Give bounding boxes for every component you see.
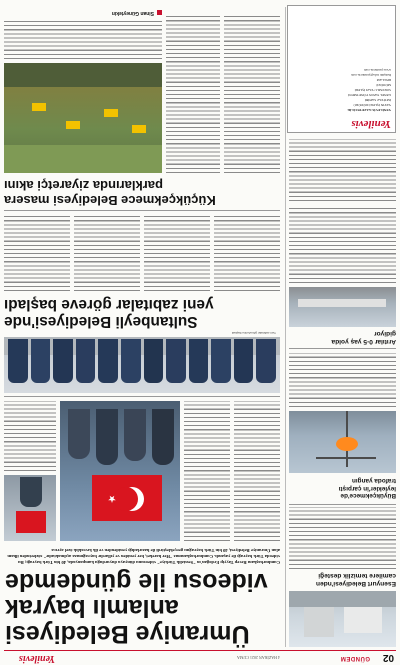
sidebar-story-2-body — [289, 205, 396, 283]
imprint-line: İMTİYAZ SAHİBİ — [364, 98, 391, 102]
sidebar-story-3-body — [289, 353, 396, 407]
section-divider-2 — [4, 210, 280, 211]
mosque-cleaning-photo — [289, 591, 396, 647]
zabitalar-body-col-3 — [74, 215, 140, 291]
lead-story-body-col-2 — [184, 401, 230, 541]
header-rule — [4, 650, 396, 651]
sidebar-story-3-headline — [289, 477, 396, 499]
byline-marker-icon — [157, 10, 162, 15]
sidebar-story-1-line-2: camilere temizlik desteği — [318, 572, 396, 580]
lead-deck: Cumhurbaşkanı Recep Tayyip Erdoğan'ın "Sessizlik Türkiye" videosunu dünyaya duyurduğu kampanyada, 40 bin Türk bayrağı; Bu videoda Türk bayrağı ile yaşandı. Cumhurbaşkanımız "Her hareket, her yeniden ve yıllardır bayrağımıza açılmaktadır" sözlerinden ilham alan Ümraniye Belediyesi, 40 bin Türk bayrağını gerçekleştirdi ile hazırladığı yenidenden ve ilk kıvraklık özel ayrıca — [7, 548, 280, 565]
sidebar-story-3-line-1: Büyükçekmece'de — [340, 492, 396, 499]
imprint-line: YENİLEVİS GAZETECİLİK — [347, 108, 391, 112]
section-label: GÜNDEM — [340, 655, 370, 661]
page-header — [0, 651, 400, 665]
imprint-line: MÜDÜRÜ — [375, 83, 391, 87]
sidebar-story-1-headline — [289, 571, 396, 587]
sidebar-story-1-line-1: Esenyurt Belediyesi'nden — [316, 580, 396, 587]
sidebar-divider-2 — [289, 348, 396, 349]
park-visitors-photo — [4, 63, 162, 173]
lead-headline-line-2: anlamlı bayrak — [5, 594, 179, 622]
imprint-line: SORUMLU YAZI İŞLERİ — [354, 88, 391, 92]
zabitalar-headline-line-1: Sultanbeyli Belediyesi'nde — [4, 313, 198, 330]
imprint-logo: Yenilevis — [351, 118, 391, 130]
officers-row — [8, 339, 276, 383]
lead-headline — [5, 569, 280, 647]
byline-name: Sinan Güneytekin — [111, 10, 154, 16]
sidebar-story-2-line-1: Arıtılar 0-5 yaş yolda — [331, 338, 396, 345]
section-divider-1 — [4, 396, 280, 397]
zabitalar-body-col-4 — [4, 215, 70, 291]
sidebar-story-3-line-3: trafoda yangın — [351, 477, 396, 485]
kucukcekmece-body-col-1 — [224, 13, 280, 173]
kucukcekmece-body-col-2 — [166, 13, 220, 173]
flag-ceremony-photo — [60, 401, 180, 541]
zabitalar-headline-line-2: yeni zabıtalar göreve başladı — [4, 296, 214, 314]
kucukcekmece-body-col-3 — [4, 19, 162, 59]
sidebar-story-2-line-2: gidiyor — [374, 330, 396, 338]
imprint-line: REKLAM — [376, 78, 391, 82]
flag-detail-photo — [4, 475, 56, 541]
lead-story-body-col-3 — [4, 401, 56, 471]
kucukcekmece-headline — [4, 178, 280, 207]
imprint-line: GENEL YAYIN YÖNETMENİ — [348, 93, 391, 97]
officers-photo-caption: Yeni zabıtalar görevlerine başladı — [231, 331, 276, 335]
page-number: 02 — [382, 652, 394, 663]
sidebar-story-1-body — [289, 507, 396, 569]
sidebar-divider-1 — [289, 504, 396, 505]
zabitalar-body-col-2 — [144, 215, 210, 291]
kucukcekmece-headline-line-1: Küçükçekmece Belediyesi masera — [4, 193, 216, 208]
road-work-photo — [289, 287, 396, 327]
column-divider — [285, 7, 286, 647]
zabitalar-body-col-1 — [214, 215, 280, 291]
imprint-box — [287, 5, 396, 133]
imprint-line: www.yenilevis.com — [364, 68, 391, 72]
imprint-line: YAYIN İŞLERİ MÜDÜRÜ — [353, 103, 391, 107]
lead-story-body — [234, 401, 280, 541]
sidebar-story-2-body-tail — [289, 139, 396, 201]
zabitalar-headline — [4, 296, 280, 329]
imprint-lines — [292, 67, 391, 112]
kucukcekmece-headline-line-2: parklarında ziyaretçi akını — [4, 178, 163, 194]
issue-date: 4 HAZİRAN 2021 CUMA — [237, 655, 280, 660]
kucukcekmece-byline — [4, 7, 162, 17]
masthead-logo: Yenilevis — [18, 653, 55, 664]
lead-headline-line-3: videosu ile gündemde — [5, 568, 268, 596]
transformer-fire-photo — [289, 411, 396, 473]
imprint-line: İletişim: info@yenilevis.com — [351, 73, 391, 77]
lead-headline-line-1: Ümraniye Belediyesi — [5, 620, 250, 648]
sidebar-story-3-line-2: leylekler'in çarpıştı — [338, 484, 396, 492]
sidebar-story-2-headline — [289, 329, 396, 345]
